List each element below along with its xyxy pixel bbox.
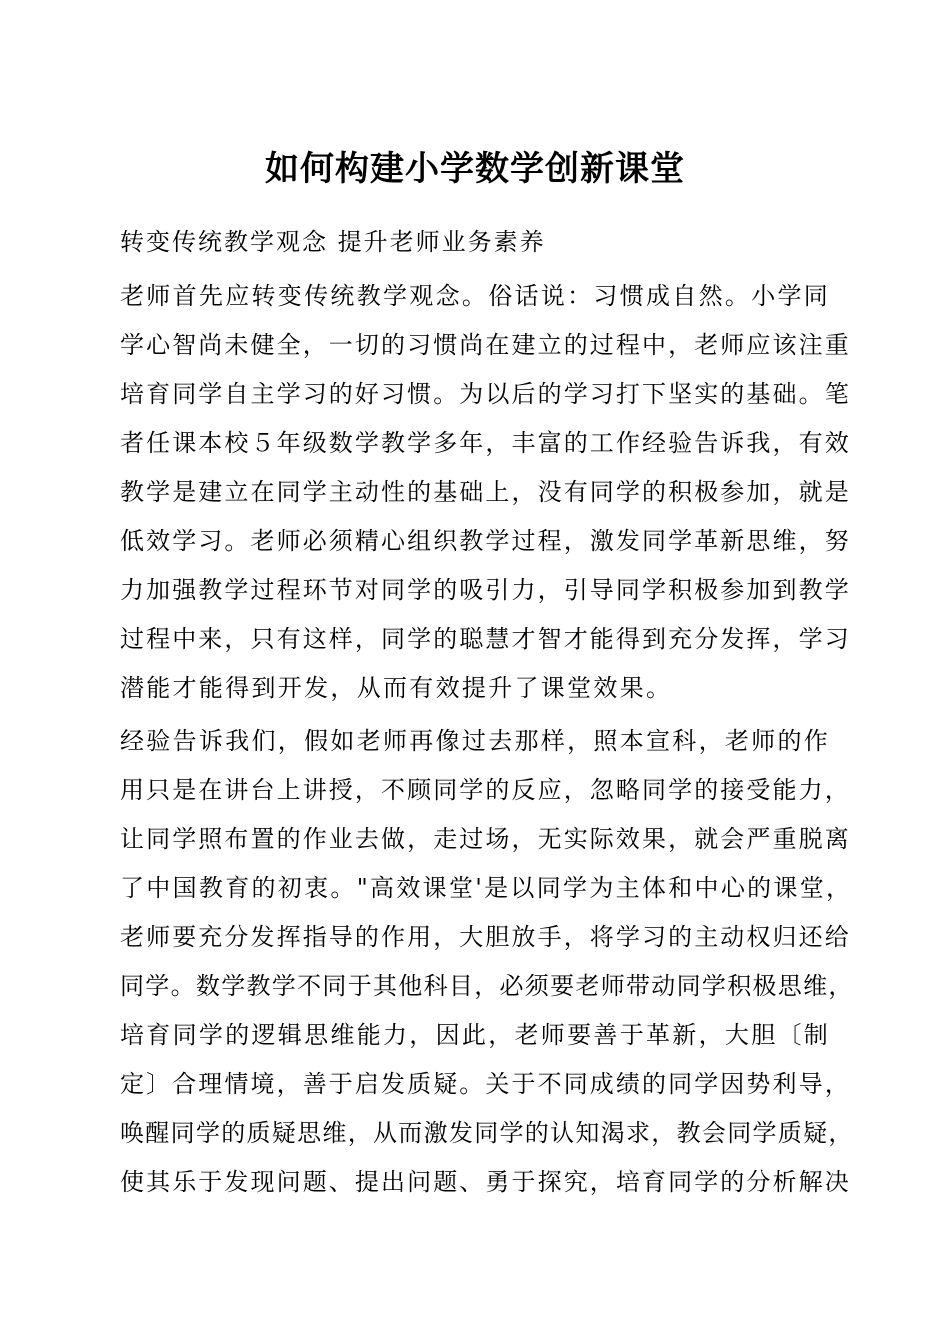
paragraph-line: 了中国教育的初衷。"高效课堂'是以同学为主体和中心的课堂， — [120, 874, 853, 902]
section-heading: 转变传统教学观念 提升老师业务素养 — [120, 228, 546, 256]
document-title: 如何构建小学数学创新课堂 — [265, 149, 685, 189]
paragraph-line: 培育同学自主学习的好习惯。为以后的学习打下坚实的基础。笔 — [120, 380, 851, 408]
paragraph-line: 学心智尚未健全，一切的习惯尚在建立的过程中，老师应该注重 — [120, 331, 851, 359]
paragraph-line: 低效学习。老师必须精心组织教学过程，激发同学革新思维，努 — [120, 527, 851, 555]
paragraph-line: 用只是在讲台上讲授，不顾同学的反应，忽略同学的接受能力， — [120, 776, 851, 804]
paragraph-line: 定〕合理情境，善于启发质疑。关于不同成绩的同学因势利导， — [120, 1070, 851, 1098]
paragraph-line: 过程中来，只有这样，同学的聪慧才智才能得到充分发挥，学习 — [120, 625, 851, 653]
paragraph-line: 培育同学的逻辑思维能力，因此，老师要善于革新，大胆〔制 — [120, 1021, 831, 1049]
paragraph-line: 老师要充分发挥指导的作用，大胆放手，将学习的主动权归还给 — [120, 923, 851, 951]
paragraph-line: 老师首先应转变传统教学观念。俗话说：习惯成自然。小学同 — [120, 282, 831, 310]
paragraph-line: 教学是建立在同学主动性的基础上，没有同学的积极参加，就是 — [120, 478, 851, 506]
paragraph-line: 潜能才能得到开发，从而有效提升了课堂效果。 — [120, 674, 673, 702]
paragraph-line: 力加强教学过程环节对同学的吸引力，引导同学积极参加到教学 — [120, 576, 851, 604]
paragraph-line: 经验告诉我们，假如老师再像过去那样，照本宣科，老师的作 — [120, 727, 831, 755]
paragraph-line: 使其乐于发现问题、提出问题、勇于探究，培育同学的分析解决 — [120, 1168, 851, 1196]
paragraph-line: 同学。数学教学不同于其他科目，必须要老师带动同学积极思维， — [120, 972, 854, 1000]
paragraph-line: 让同学照布置的作业去做，走过场，无实际效果，就会严重脱离 — [120, 825, 851, 853]
paragraph-line: 者任课本校５年级数学教学多年，丰富的工作经验告诉我，有效 — [120, 429, 851, 457]
paragraph-line: 唤醒同学的质疑思维，从而激发同学的认知渴求，教会同学质疑， — [120, 1119, 854, 1147]
